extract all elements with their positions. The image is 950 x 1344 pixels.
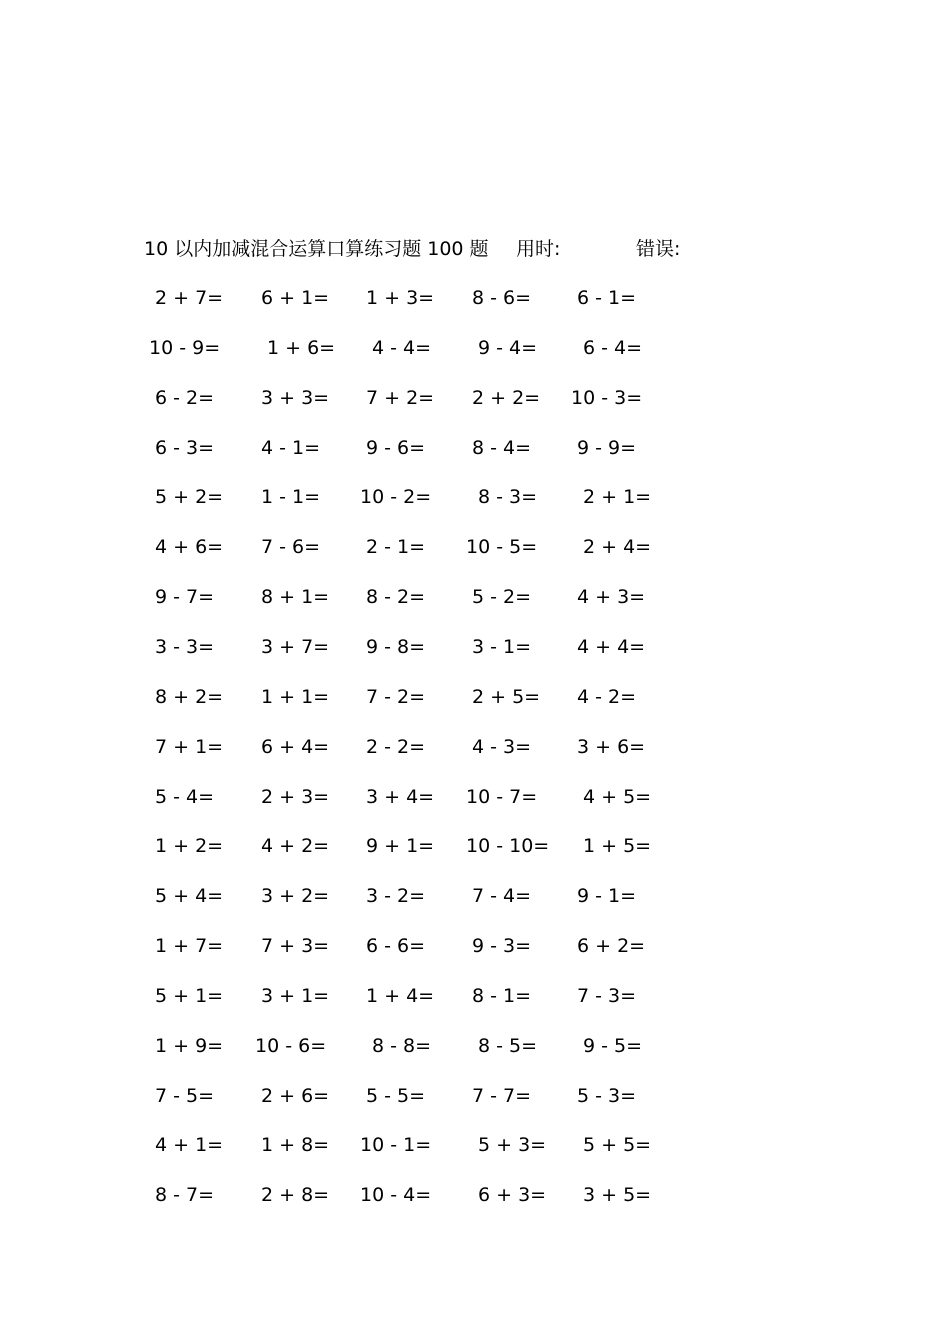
worksheet-title: 10 以内加减混合运算口算练习题 100 题 [144,238,489,260]
problem-item: 3 - 1= [472,635,532,658]
problem-item: 2 - 1= [366,536,426,559]
problem-item: 9 - 4= [478,336,538,359]
problem-item: 5 + 5= [583,1134,652,1157]
problem-item: 5 - 4= [155,785,215,808]
problem-item: 6 - 1= [577,287,637,309]
problem-item: 10 - 7= [466,785,538,808]
problem-item: 10 - 6= [255,1034,327,1057]
problem-item: 1 + 3= [366,287,435,309]
problem-item: 4 + 6= [155,536,224,559]
problem-item: 4 - 3= [472,735,532,758]
problem-row [0,634,950,664]
problem-item: 7 + 3= [261,935,330,958]
problem-item: 5 - 3= [577,1084,637,1107]
problem-item: 8 - 4= [472,436,532,459]
problem-item: 10 - 3= [571,386,643,409]
problem-item: 10 - 9= [149,336,221,359]
problem-item: 7 - 6= [261,536,321,559]
problem-item: 9 - 8= [366,635,426,658]
problem-item: 6 - 4= [583,336,643,359]
problem-item: 3 - 3= [155,635,215,658]
problem-row [0,385,950,415]
problem-row [0,1033,950,1063]
problem-item: 9 - 7= [155,586,215,609]
problem-item: 6 + 1= [261,287,330,309]
problem-item: 6 - 3= [155,436,215,459]
problem-item: 2 + 3= [261,785,330,808]
problem-item: 5 + 4= [155,885,224,908]
problem-item: 9 - 5= [583,1034,643,1057]
problem-item: 2 + 5= [472,685,541,708]
errors-label: 错误: [636,238,681,260]
problem-item: 3 + 1= [261,984,330,1007]
problem-item: 9 - 9= [577,436,637,459]
problem-item: 7 - 4= [472,885,532,908]
problem-item: 6 + 4= [261,735,330,758]
problem-item: 10 - 2= [360,486,432,509]
problem-row [0,335,950,365]
problem-item: 9 + 1= [366,835,435,858]
problem-item: 4 - 4= [372,336,432,359]
problem-item: 10 - 1= [360,1134,432,1157]
problem-item: 3 + 5= [583,1184,652,1207]
problem-item: 1 + 2= [155,835,224,858]
problem-item: 1 + 7= [155,935,224,958]
problem-item: 4 + 5= [583,785,652,808]
problem-row [0,784,950,814]
problem-item: 9 - 6= [366,436,426,459]
problem-item: 1 + 4= [366,984,435,1007]
problem-item: 8 - 1= [472,984,532,1007]
problem-item: 3 + 6= [577,735,646,758]
problem-item: 1 + 1= [261,685,330,708]
problem-item: 4 + 1= [155,1134,224,1157]
problem-row [0,534,950,564]
problem-item: 7 + 1= [155,735,224,758]
problem-item: 7 - 7= [472,1084,532,1107]
problem-item: 8 + 1= [261,586,330,609]
problem-row [0,1083,950,1113]
problem-item: 5 + 2= [155,486,224,509]
problem-item: 3 + 7= [261,635,330,658]
problem-item: 8 - 8= [372,1034,432,1057]
problem-row [0,285,950,315]
problem-item: 10 - 5= [466,536,538,559]
problem-item: 8 - 6= [472,287,532,309]
problem-item: 1 + 6= [267,336,336,359]
problem-row [0,833,950,863]
problem-row [0,435,950,465]
problem-item: 4 - 1= [261,436,321,459]
problem-item: 8 + 2= [155,685,224,708]
problem-item: 3 + 4= [366,785,435,808]
problem-item: 10 - 4= [360,1184,432,1207]
problem-item: 1 + 9= [155,1034,224,1057]
problem-item: 2 + 7= [155,287,224,309]
problem-item: 7 + 2= [366,386,435,409]
time-used-label: 用时: [516,238,561,260]
problem-row [0,933,950,963]
problem-item: 4 + 4= [577,635,646,658]
problem-item: 5 + 3= [478,1134,547,1157]
problem-item: 3 + 2= [261,885,330,908]
problem-item: 5 - 5= [366,1084,426,1107]
problem-item: 3 + 3= [261,386,330,409]
problem-row [0,684,950,714]
problem-item: 6 - 6= [366,935,426,958]
problem-item: 8 - 2= [366,586,426,609]
problem-item: 5 + 1= [155,984,224,1007]
problem-row [0,1132,950,1162]
problem-item: 1 - 1= [261,486,321,509]
problem-item: 2 + 1= [583,486,652,509]
problem-item: 8 - 3= [478,486,538,509]
problem-item: 3 - 2= [366,885,426,908]
problem-item: 2 + 2= [472,386,541,409]
problem-item: 6 + 3= [478,1184,547,1207]
problem-item: 8 - 7= [155,1184,215,1207]
problem-row [0,883,950,913]
problem-item: 9 - 3= [472,935,532,958]
problem-row [0,484,950,514]
problem-item: 10 - 10= [466,835,550,858]
problem-item: 1 + 8= [261,1134,330,1157]
problem-item: 4 + 2= [261,835,330,858]
problem-item: 6 + 2= [577,935,646,958]
problem-item: 7 - 2= [366,685,426,708]
problem-row [0,584,950,614]
problem-row [0,983,950,1013]
problem-item: 2 - 2= [366,735,426,758]
problem-item: 6 - 2= [155,386,215,409]
problem-item: 4 + 3= [577,586,646,609]
problem-row [0,734,950,764]
problem-item: 7 - 5= [155,1084,215,1107]
problem-row [0,1182,950,1212]
problem-item: 1 + 5= [583,835,652,858]
problem-item: 4 - 2= [577,685,637,708]
problem-item: 8 - 5= [478,1034,538,1057]
problem-item: 5 - 2= [472,586,532,609]
problem-item: 9 - 1= [577,885,637,908]
problem-item: 2 + 6= [261,1084,330,1107]
problem-item: 2 + 8= [261,1184,330,1207]
problem-item: 2 + 4= [583,536,652,559]
problem-item: 7 - 3= [577,984,637,1007]
